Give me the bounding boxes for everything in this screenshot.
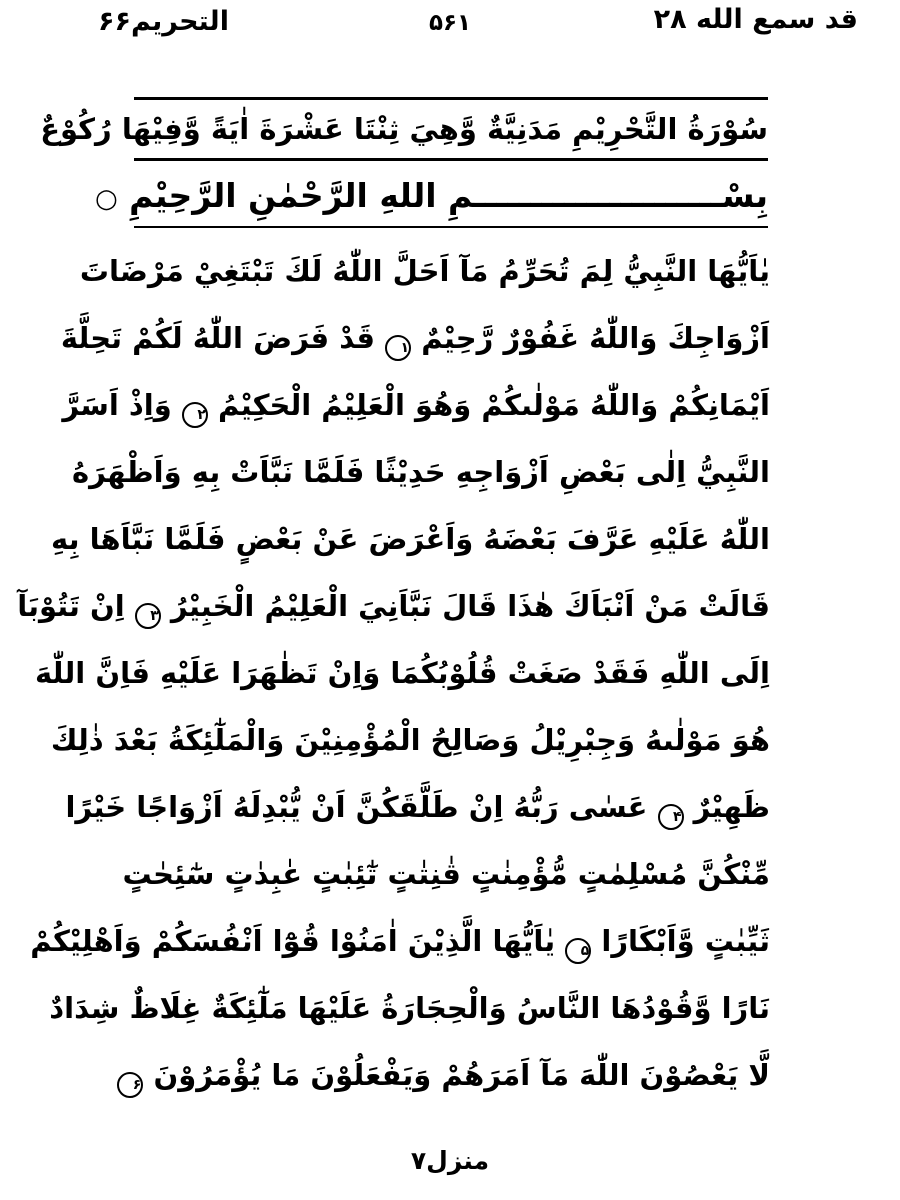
quran-line	[60, 305, 770, 372]
ayah-number-marker: ۶	[117, 1072, 143, 1098]
quran-text-segment: يٰاَيُّهَا النَّبِيُّ لِمَ تُحَرِّمُ مَآ اَحَلَّ اللّٰهُ لَكَ تَبْتَغِيْ مَرْضَاتَ	[79, 254, 770, 288]
quran-text-segment: اللّٰهُ عَلَيْهِ عَرَّفَ بَعْضَهُ وَاَعْرَضَ عَنْ بَعْضٍ فَلَمَّا نَبَّاَهَا بِهِ	[51, 522, 770, 556]
bismillah-text: بِسْــــــــــــــــــــــمِ اللهِ الرَّحْمٰنِ الرَّحِيْمِ	[129, 176, 768, 215]
bismillah-end-circle: ○	[94, 184, 118, 214]
bismillah-line	[94, 166, 768, 226]
quran-line	[65, 774, 770, 841]
quran-text-segment: قَالَتْ مَنْ اَنْبَاَكَ هٰذَا قَالَ نَبَّاَنِيَ الْعَلِيْمُ الْخَبِيْرُ	[170, 589, 770, 623]
quran-text-block	[17, 238, 770, 1109]
surah-name-header: التحريم۶۶	[98, 6, 229, 37]
manzil-footer: منزل۷	[410, 1146, 490, 1175]
quran-line	[62, 372, 770, 439]
ayah-number-marker: ۵	[565, 938, 591, 964]
surah-header-bottom-rule	[134, 158, 768, 161]
surah-header-top-rule	[134, 97, 768, 100]
quran-text-segment: اَزْوَاجِكَ وَاللّٰهُ غَفُوْرٌ رَّحِيْمٌ	[421, 321, 770, 355]
quran-text-segment: اِلَى اللّٰهِ فَقَدْ صَغَتْ قُلُوْبُكُمَا وَاِنْ تَظٰهَرَا عَلَيْهِ فَاِنَّ اللّٰهَ	[34, 656, 770, 690]
quran-text-segment: اَيْمَانِكُمْ وَاللّٰهُ مَوْلٰىكُمْ وَهُوَ الْعَلِيْمُ الْحَكِيْمُ	[218, 388, 770, 422]
quran-line	[122, 841, 770, 908]
juz-name-header: قد سمع الله ۲۸	[653, 4, 858, 35]
quran-text-segment: مِّنْكُنَّ مُسْلِمٰتٍ مُّؤْمِنٰتٍ قٰنِتٰتٍ تٰٓئِبٰتٍ عٰبِدٰتٍ سٰٓئِحٰتٍ	[122, 857, 770, 891]
quran-text-segment: النَّبِيُّ اِلٰى بَعْضِ اَزْوَاجِهِ حَدِيْثًا فَلَمَّا نَبَّاَتْ بِهِ وَاَظْهَرَهُ	[72, 455, 770, 489]
quran-line	[34, 640, 770, 707]
quran-text-segment: نَارًا وَّقُوْدُهَا النَّاسُ وَالْحِجَارَةُ عَلَيْهَا مَلٰٓئِكَةٌ غِلَاظٌ شِدَادٌ	[49, 991, 770, 1025]
page-number: ۵۶۱	[428, 10, 472, 36]
quran-line	[30, 908, 770, 975]
ayah-number-marker: ۳	[135, 603, 161, 629]
ayah-number-marker: ۴	[658, 804, 684, 830]
quran-text-segment: ثَيِّبٰتٍ وَّاَبْكَارًا	[601, 924, 770, 958]
quran-line	[130, 1042, 770, 1109]
surah-title-calligraphy: سُوْرَةُ التَّحْرِيْمِ مَدَنِيَّةٌ وَّهِيَ ثِنْتَا عَشْرَةَ اٰيَةً وَّفِيْهَا رُكُوْعٌ	[40, 112, 768, 146]
quran-text-segment: ظَهِيْرٌ	[693, 790, 770, 824]
quran-text-segment: وَاِذْ اَسَرَّ	[62, 388, 172, 422]
quran-text-segment: عَسٰى رَبُّهُ اِنْ طَلَّقَكُنَّ اَنْ يُّبْدِلَهُ اَزْوَاجًا خَيْرًا	[65, 790, 648, 824]
quran-line	[51, 506, 770, 573]
ayah-number-marker: ۲	[182, 402, 208, 428]
quran-line	[49, 975, 770, 1042]
quran-text-segment: يٰاَيُّهَا الَّذِيْنَ اٰمَنُوْا قُوْٓا اَنْفُسَكُمْ وَاَهْلِيْكُمْ	[30, 924, 556, 958]
quran-line	[79, 238, 770, 305]
ayah-number-marker: ۱	[385, 335, 411, 361]
quran-line	[72, 439, 770, 506]
quran-text-segment: لَّا يَعْصُوْنَ اللّٰهَ مَآ اَمَرَهُمْ وَيَفْعَلُوْنَ مَا يُؤْمَرُوْنَ	[153, 1058, 770, 1092]
quran-line	[17, 573, 770, 640]
bismillah-bottom-rule	[134, 226, 768, 228]
quran-text-segment: قَدْ فَرَضَ اللّٰهُ لَكُمْ تَحِلَّةَ	[60, 321, 375, 355]
quran-text-segment: هُوَ مَوْلٰىهُ وَجِبْرِيْلُ وَصَالِحُ الْمُؤْمِنِيْنَ وَالْمَلٰٓئِكَةُ بَعْدَ ذٰلِكَ	[50, 723, 770, 757]
quran-line	[50, 707, 770, 774]
quran-text-segment: اِنْ تَتُوْبَآ	[17, 589, 125, 623]
